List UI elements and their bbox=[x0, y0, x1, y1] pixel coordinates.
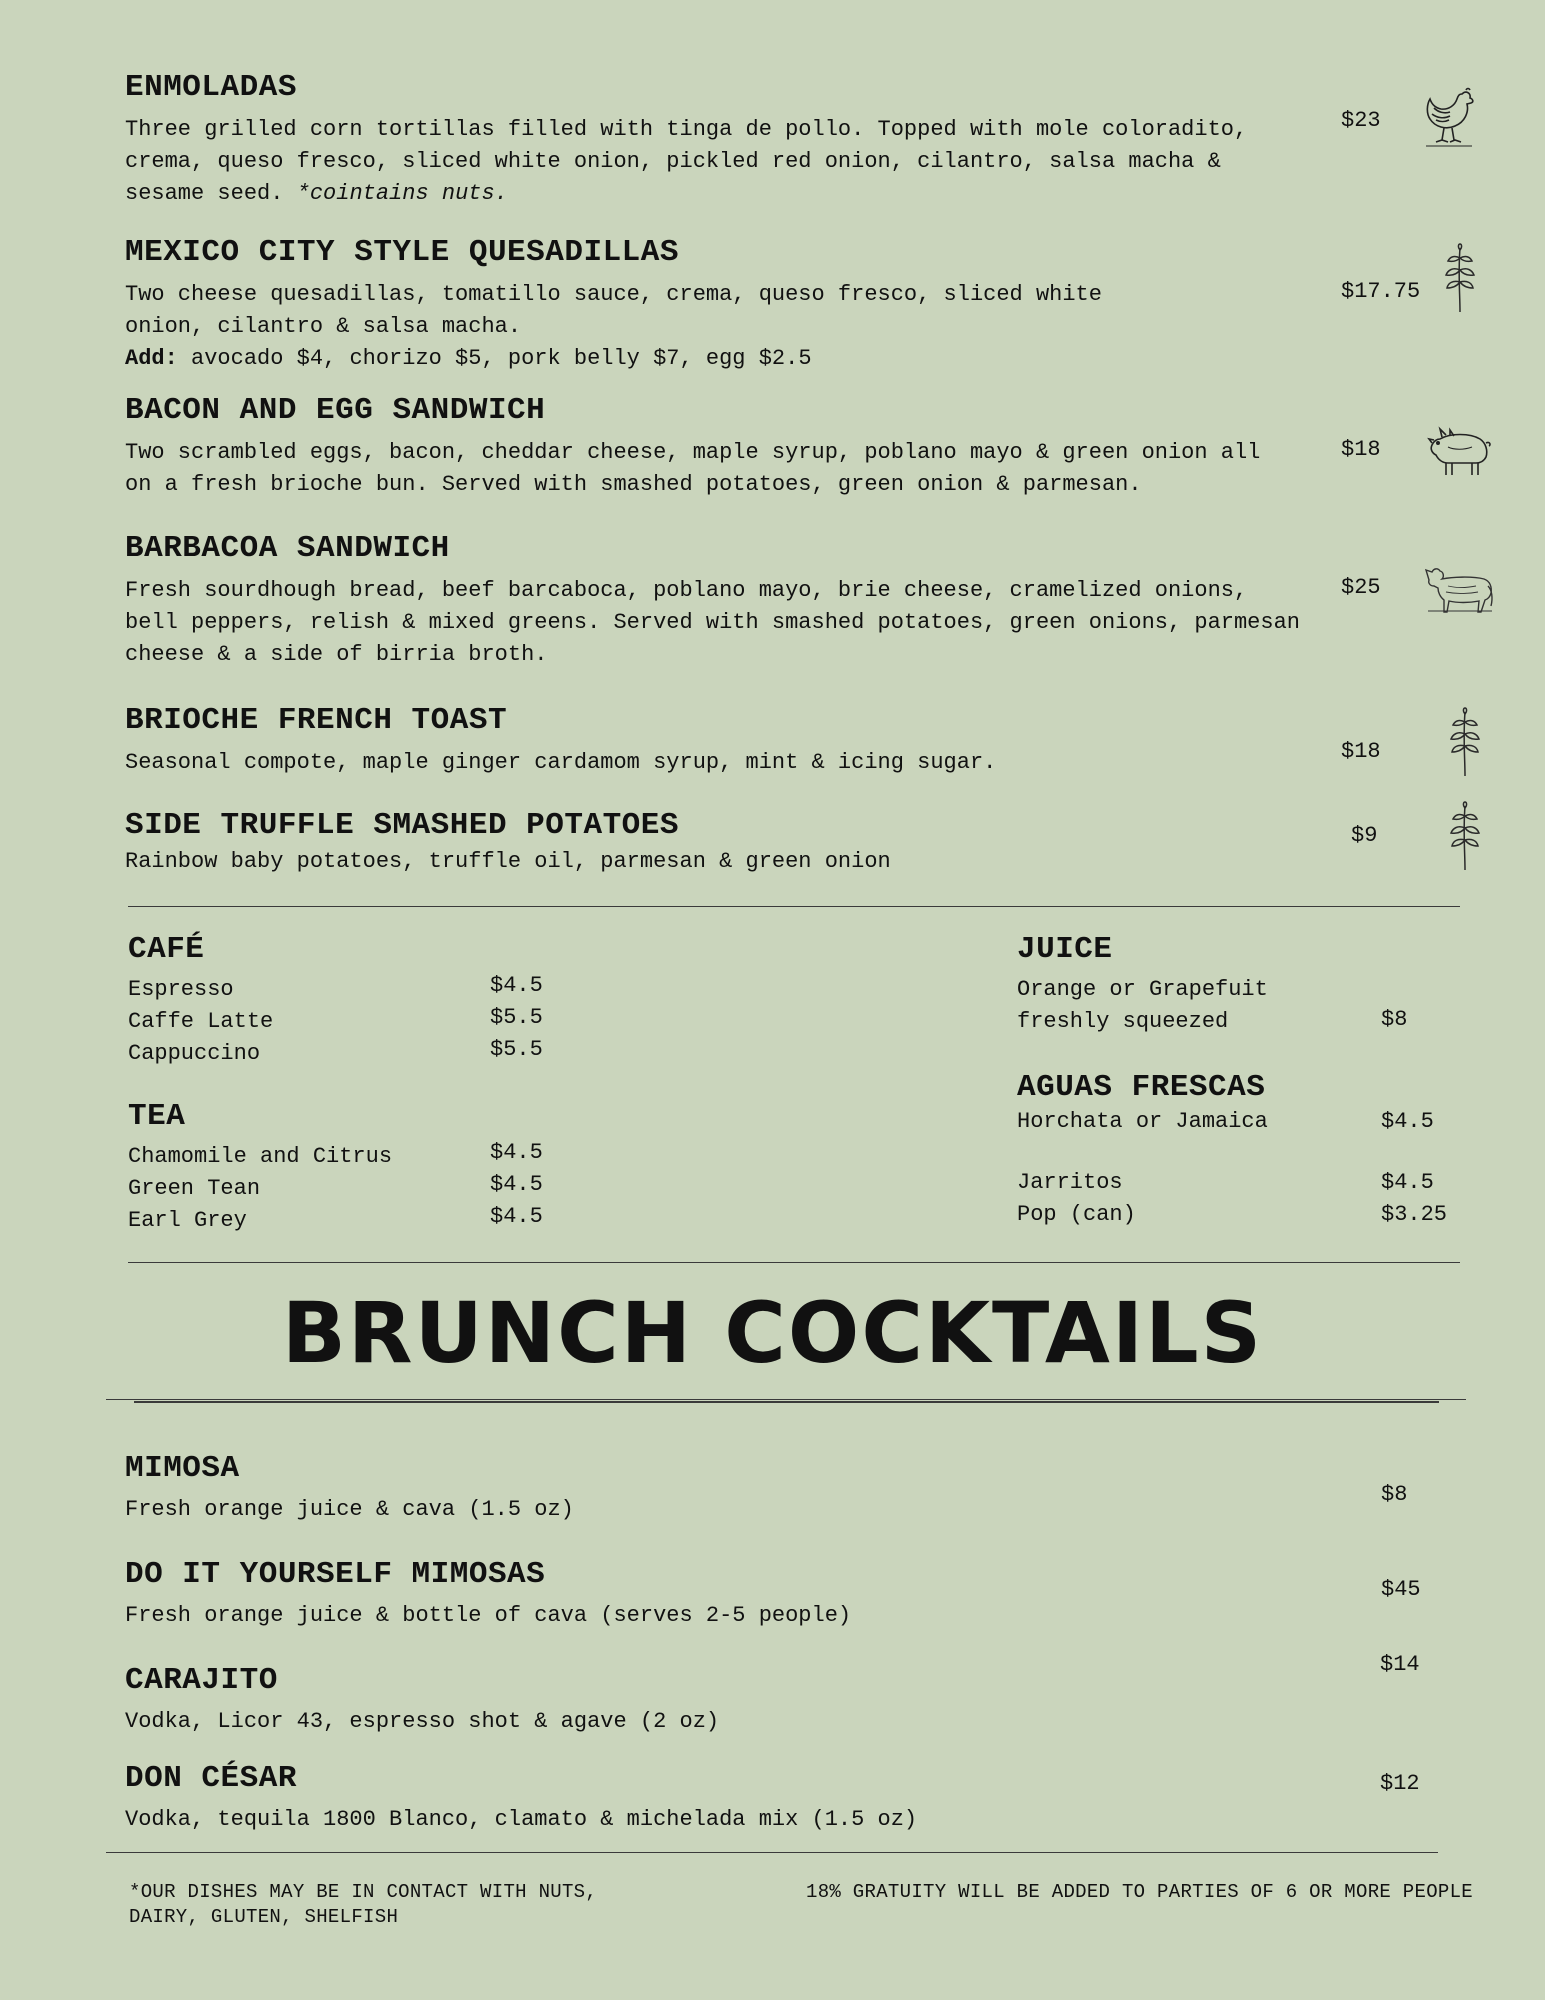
chicken-icon bbox=[1420, 88, 1478, 152]
barbacoa-description: Fresh sourdhough bread, beef barcaboca, poblano mayo, brie cheese, cramelized onions, bell peppers, relish & mixed greens. Served with smashed potatoes, green onions, parmesan cheese & a side of birria broth. bbox=[125, 578, 1300, 667]
enmoladas-price: $23 bbox=[1341, 108, 1381, 133]
tea-item-name: Green Tean bbox=[128, 1176, 261, 1201]
quesadillas-description bbox=[125, 279, 1102, 375]
aguas-item-price: $4.5 bbox=[1381, 1109, 1434, 1134]
quesadillas-title: MEXICO CITY STYLE QUESADILLAS bbox=[125, 235, 679, 270]
aguas-item-name: Horchata or Jamaica bbox=[1017, 1109, 1268, 1134]
juice-line2: freshly squeezed bbox=[1017, 1009, 1229, 1034]
quesadillas-add-line bbox=[125, 343, 1102, 375]
herb-icon bbox=[1445, 802, 1485, 872]
gratuity-notice: 18% GRATUITY WILL BE ADDED TO PARTIES OF 6 OR MORE PEOPLE bbox=[806, 1881, 1474, 1903]
quesadillas-add-text: avocado $4, chorizo $5, pork belly $7, egg $2.5 bbox=[177, 346, 812, 371]
enmoladas-description bbox=[125, 114, 1305, 210]
cocktail-title: MIMOSA bbox=[125, 1451, 240, 1486]
truffle-potatoes-price: $9 bbox=[1351, 823, 1378, 848]
juice-description bbox=[1017, 974, 1268, 1038]
cafe-list bbox=[128, 974, 273, 1070]
tea-item-name: Chamomile and Citrus bbox=[128, 1144, 393, 1169]
cafe-item-price: $4.5 bbox=[490, 973, 543, 998]
tea-list bbox=[128, 1141, 392, 1237]
tea-item-name: Earl Grey bbox=[128, 1208, 247, 1233]
bacon-egg-price: $18 bbox=[1341, 437, 1381, 462]
cocktails-underline-thin bbox=[106, 1399, 1466, 1400]
truffle-potatoes-description: Rainbow baby potatoes, truffle oil, parmesan & green onion bbox=[125, 849, 891, 874]
bacon-egg-description: Two scrambled eggs, bacon, cheddar cheese, maple syrup, poblano mayo & green onion all on a fresh brioche bun. Served with smashed potatoes, green onion & parmesan. bbox=[125, 440, 1261, 497]
tea-prices bbox=[490, 1137, 543, 1233]
quesadillas-price: $17.75 bbox=[1341, 279, 1421, 304]
juice-heading: JUICE bbox=[1017, 932, 1113, 967]
barbacoa-title: BARBACOA SANDWICH bbox=[125, 531, 450, 566]
french-toast-price: $18 bbox=[1341, 739, 1381, 764]
herb-icon bbox=[1445, 708, 1485, 778]
cafe-item-name: Caffe Latte bbox=[128, 1009, 274, 1034]
allergy-line2: DAIRY, GLUTEN, SHELFISH bbox=[129, 1906, 399, 1928]
quesadillas-add-label: Add: bbox=[125, 346, 178, 371]
brunch-cocktails-heading: BRUNCH COCKTAILS bbox=[281, 1284, 1264, 1382]
cocktail-price: $14 bbox=[1380, 1652, 1420, 1677]
allergy-line1: *OUR DISHES MAY BE IN CONTACT WITH NUTS, bbox=[129, 1881, 598, 1903]
aguas-frescas-heading: AGUAS FRESCAS bbox=[1017, 1070, 1266, 1105]
cow-icon bbox=[1424, 562, 1496, 614]
cocktail-description: Fresh orange juice & bottle of cava (serves 2-5 people) bbox=[125, 1603, 852, 1628]
cocktail-description: Vodka, Licor 43, espresso shot & agave (2 oz) bbox=[125, 1709, 720, 1734]
french-toast-title: BRIOCHE FRENCH TOAST bbox=[125, 703, 508, 738]
allergy-notice bbox=[129, 1880, 597, 1930]
divider-food-drinks bbox=[128, 906, 1460, 907]
pig-icon bbox=[1428, 425, 1492, 477]
aguas-item-name: Pop (can) bbox=[1017, 1202, 1136, 1227]
truffle-potatoes-title: SIDE TRUFFLE SMASHED POTATOES bbox=[125, 808, 679, 843]
cafe-item-price: $5.5 bbox=[490, 1037, 543, 1062]
enmoladas-nut-note: *cointains nuts. bbox=[296, 181, 508, 206]
aguas-item-price: $3.25 bbox=[1381, 1202, 1448, 1227]
enmoladas-title: ENMOLADAS bbox=[125, 70, 297, 105]
tea-item-price: $4.5 bbox=[490, 1140, 543, 1165]
cocktail-price: $12 bbox=[1380, 1771, 1420, 1796]
aguas-item-name: Jarritos bbox=[1017, 1170, 1123, 1195]
juice-price: $8 bbox=[1381, 1007, 1408, 1032]
tea-heading: TEA bbox=[128, 1099, 186, 1134]
french-toast-description: Seasonal compote, maple ginger cardamom syrup, mint & icing sugar. bbox=[125, 750, 997, 775]
cocktail-description: Fresh orange juice & cava (1.5 oz) bbox=[125, 1497, 574, 1522]
tea-item-price: $4.5 bbox=[490, 1172, 543, 1197]
quesadillas-desc-line1: Two cheese quesadillas, tomatillo sauce, crema, queso fresco, sliced white bbox=[125, 282, 1102, 307]
aguas-item-price: $4.5 bbox=[1381, 1170, 1434, 1195]
cafe-prices bbox=[490, 970, 543, 1066]
cafe-item-name: Espresso bbox=[128, 977, 234, 1002]
quesadillas-desc-line2: onion, cilantro & salsa macha. bbox=[125, 314, 522, 339]
cocktail-price: $45 bbox=[1381, 1577, 1421, 1602]
cafe-item-price: $5.5 bbox=[490, 1005, 543, 1030]
enmoladas-desc-text: Three grilled corn tortillas filled with tinga de pollo. Topped with mole coloradito, crema, queso fresco, sliced white onion, pickled red onion, cilantro, salsa macha & sesame seed. bbox=[125, 117, 1248, 206]
cafe-item-name: Cappuccino bbox=[128, 1041, 261, 1066]
juice-line1: Orange or Grapefuit bbox=[1017, 977, 1268, 1002]
cocktail-title: DO IT YOURSELF MIMOSAS bbox=[125, 1557, 546, 1592]
bacon-egg-title: BACON AND EGG SANDWICH bbox=[125, 393, 546, 428]
herb-icon bbox=[1440, 244, 1480, 314]
cocktails-underline bbox=[134, 1401, 1439, 1403]
cocktail-description: Vodka, tequila 1800 Blanco, clamato & michelada mix (1.5 oz) bbox=[125, 1807, 918, 1832]
tea-item-price: $4.5 bbox=[490, 1204, 543, 1229]
cocktail-title: DON CÉSAR bbox=[125, 1761, 297, 1796]
cocktail-title: CARAJITO bbox=[125, 1663, 278, 1698]
cocktail-price: $8 bbox=[1381, 1482, 1408, 1507]
divider-footer bbox=[106, 1852, 1438, 1853]
cafe-heading: CAFÉ bbox=[128, 932, 205, 967]
divider-drinks-cocktails bbox=[128, 1262, 1460, 1263]
barbacoa-price: $25 bbox=[1341, 575, 1381, 600]
